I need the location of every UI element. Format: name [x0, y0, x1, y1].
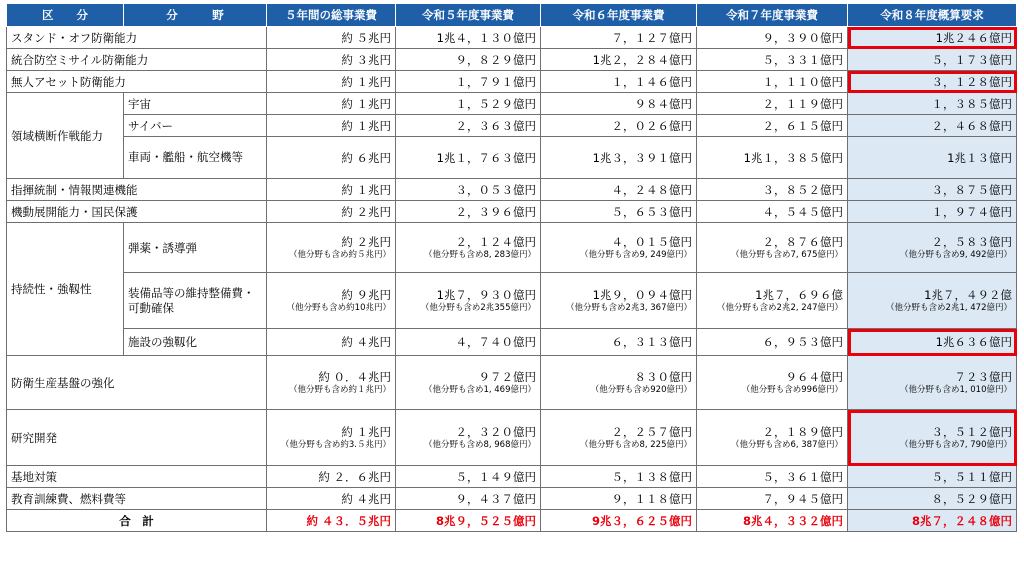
cell-sub: （他分野も含め約3.５兆円） [280, 439, 391, 450]
cell-r8-highlighted: 1兆２４６億円 [848, 27, 1017, 49]
cell-r8: ２，４６８億円 [848, 115, 1017, 137]
row-label: 防衛生産基盤の強化 [7, 356, 267, 410]
cell-r7: 1兆１，３８５億円 [697, 137, 848, 179]
group-label: 持続性・強靱性 [7, 223, 124, 356]
cell-r6: 1兆３，３９１億円 [541, 137, 697, 179]
cell-r5: 1兆１，７６３億円 [396, 137, 541, 179]
cell-r6 [541, 356, 697, 410]
cell-sub: （他分野も含め約１兆円） [288, 384, 391, 395]
cell-total5: 約 ３兆円 [267, 49, 396, 71]
cell-r6: ９８４億円 [541, 93, 697, 115]
row-label: 教育訓練費、燃料費等 [7, 488, 267, 510]
cell-sub: （他分野も含め996億円） [741, 384, 843, 395]
cell-r5 [396, 410, 541, 466]
sub-label: 宇宙 [124, 93, 267, 115]
row-label: 指揮統制・情報関連機能 [7, 179, 267, 201]
cell-r7 [697, 273, 848, 329]
cell-main: ８３０億円 [634, 369, 692, 384]
cell-main: ９６４億円 [785, 369, 843, 384]
cell-main: ９７２億円 [478, 369, 536, 384]
cell-sub: （他分野も含め2兆1, 472億円） [886, 302, 1012, 313]
header-kubun: 区 分 [7, 4, 124, 27]
table-row [7, 410, 1017, 466]
total-label: 合 計 [7, 510, 267, 532]
cell-total5: 約 ６兆円 [267, 137, 396, 179]
cell-total5 [267, 410, 396, 466]
cell-sub: （他分野も含め9, 492億円） [899, 249, 1012, 260]
table-row [7, 201, 1017, 223]
table-row [7, 223, 1017, 273]
cell-r6: 1兆２，２８４億円 [541, 49, 697, 71]
cell-r6: １，１４６億円 [541, 71, 697, 93]
sub-label: サイバー [124, 115, 267, 137]
cell-r6 [541, 273, 697, 329]
table-row [7, 115, 1017, 137]
header-bunya: 分 野 [124, 4, 267, 27]
cell-r7 [697, 223, 848, 273]
cell-r7: ５，３６１億円 [697, 466, 848, 488]
cell-sub: （他分野も含め2兆2, 247億円） [717, 302, 843, 313]
cell-r6 [541, 410, 697, 466]
row-label: スタンド・オフ防衛能力 [7, 27, 267, 49]
cell-main: 約 ０．４兆円 [318, 369, 391, 384]
cell-r8: 1兆１３億円 [848, 137, 1017, 179]
cell-main: ２，５８３億円 [931, 234, 1012, 249]
cell-r8-highlighted: 1兆６３６億円 [848, 329, 1017, 356]
cell-r7 [697, 410, 848, 466]
cell-sub: （他分野も含め7, 790億円） [899, 439, 1012, 450]
cell-r7: １，１１０億円 [697, 71, 848, 93]
cell-main: ４，０１５億円 [611, 234, 692, 249]
table-row [7, 71, 1017, 93]
cell-r5: ４，７４０億円 [396, 329, 541, 356]
cell-r8: １，３８５億円 [848, 93, 1017, 115]
cell-sub: （他分野も含め920億円） [590, 384, 692, 395]
budget-table [6, 3, 1017, 532]
cell-main: 1兆７，９３０億円 [436, 287, 536, 302]
cell-r6: ５，６５３億円 [541, 201, 697, 223]
cell-sub: （他分野も含め2兆355億円） [420, 302, 536, 313]
cell-main: 1兆７，６９６億 [755, 287, 843, 302]
cell-main: ２，３２０億円 [455, 424, 536, 439]
cell-main: ３，５１２億円 [931, 424, 1012, 439]
table-row [7, 49, 1017, 71]
cell-r6: ７，１２７億円 [541, 27, 697, 49]
header-r6: 令和６年度事業費 [541, 4, 697, 27]
cell-r6: ６，３１３億円 [541, 329, 697, 356]
cell-r8 [848, 356, 1017, 410]
cell-r6: ２，０２６億円 [541, 115, 697, 137]
cell-main: ２，８７６億円 [762, 234, 843, 249]
cell-main: 約 ２兆円 [341, 234, 391, 249]
cell-r6 [541, 223, 697, 273]
cell-r8 [848, 273, 1017, 329]
total-r5: 8兆９，５２５億円 [396, 510, 541, 532]
header-row [7, 4, 1017, 27]
cell-sub: （他分野も含め1, 010億円） [899, 384, 1012, 395]
cell-sub: （他分野も含め7, 675億円） [730, 249, 843, 260]
cell-r8: ３，８７５億円 [848, 179, 1017, 201]
cell-r5: １，５２９億円 [396, 93, 541, 115]
sub-label: 施設の強靱化 [124, 329, 267, 356]
cell-total5: 約 １兆円 [267, 93, 396, 115]
cell-total5: 約 ２．６兆円 [267, 466, 396, 488]
sub-label: 車両・艦船・航空機等 [124, 137, 267, 179]
header-total5: ５年間の総事業費 [267, 4, 396, 27]
cell-total5: 約 １兆円 [267, 115, 396, 137]
cell-sub: （他分野も含め8, 283億円） [423, 249, 536, 260]
cell-r5: ５，１４９億円 [396, 466, 541, 488]
cell-r8: ５，１７３億円 [848, 49, 1017, 71]
cell-r5: ９，８２９億円 [396, 49, 541, 71]
cell-r7: ２，６１５億円 [697, 115, 848, 137]
cell-r8 [848, 223, 1017, 273]
cell-main: ２，１８９億円 [762, 424, 843, 439]
row-label: 研究開発 [7, 410, 267, 466]
cell-sub: （他分野も含め約５兆円） [288, 249, 391, 260]
cell-main: ７２３億円 [954, 369, 1012, 384]
cell-main: 約 ９兆円 [341, 287, 391, 302]
cell-sub: （他分野も含め6, 387億円） [730, 439, 843, 450]
row-label: 無人アセット防衛能力 [7, 71, 267, 93]
cell-sub: （他分野も含め1, 469億円） [423, 384, 536, 395]
budget-table-container [6, 3, 1016, 573]
cell-r6: ９，１１８億円 [541, 488, 697, 510]
cell-r5 [396, 356, 541, 410]
cell-total5 [267, 356, 396, 410]
cell-total5 [267, 273, 396, 329]
cell-r5: ２，３９６億円 [396, 201, 541, 223]
total-row [7, 510, 1017, 532]
header-r7: 令和７年度事業費 [697, 4, 848, 27]
cell-r7 [697, 356, 848, 410]
cell-r7: ７，９４５億円 [697, 488, 848, 510]
table-row [7, 273, 1017, 329]
cell-r5: ２，３６３億円 [396, 115, 541, 137]
cell-r5: ３，０５３億円 [396, 179, 541, 201]
cell-r5: 1兆４，１３０億円 [396, 27, 541, 49]
table-row [7, 488, 1017, 510]
row-label: 機動展開能力・国民保護 [7, 201, 267, 223]
cell-main: 1兆７，４９２億 [924, 287, 1012, 302]
cell-main: ２，１２４億円 [455, 234, 536, 249]
table-row [7, 466, 1017, 488]
cell-r8: ８，５２９億円 [848, 488, 1017, 510]
cell-main: 約 １兆円 [341, 424, 391, 439]
cell-r7: ３，８５２億円 [697, 179, 848, 201]
cell-r6: ４，２４８億円 [541, 179, 697, 201]
header-r8: 令和８年度概算要求 [848, 4, 1017, 27]
cell-r8: ５，５１１億円 [848, 466, 1017, 488]
cell-total5: 約 ２兆円 [267, 201, 396, 223]
cell-total5 [267, 223, 396, 273]
cell-sub: （他分野も含め2兆3, 367億円） [566, 302, 692, 313]
cell-total5: 約 １兆円 [267, 179, 396, 201]
cell-sub: （他分野も含め8, 225億円） [579, 439, 692, 450]
header-r5: 令和５年度事業費 [396, 4, 541, 27]
row-label: 基地対策 [7, 466, 267, 488]
cell-sub: （他分野も含め8, 968億円） [423, 439, 536, 450]
cell-r7: ２，１１９億円 [697, 93, 848, 115]
total-total5: 約 ４３．５兆円 [267, 510, 396, 532]
table-row [7, 329, 1017, 356]
cell-r5 [396, 273, 541, 329]
cell-main: 1兆９，０９４億円 [592, 287, 692, 302]
table-row [7, 356, 1017, 410]
group-label: 領域横断作戦能力 [7, 93, 124, 179]
total-r7: 8兆４，３３２億円 [697, 510, 848, 532]
cell-r5: ９，４３７億円 [396, 488, 541, 510]
cell-total5: 約 ４兆円 [267, 488, 396, 510]
cell-r8-highlighted: ３，１２８億円 [848, 71, 1017, 93]
cell-r5 [396, 223, 541, 273]
total-r8: 8兆７，２４８億円 [848, 510, 1017, 532]
cell-r7: ４，５４５億円 [697, 201, 848, 223]
row-label: 統合防空ミサイル防衛能力 [7, 49, 267, 71]
table-row [7, 27, 1017, 49]
sub-label: 弾薬・誘導弾 [124, 223, 267, 273]
sub-label: 装備品等の維持整備費・可動確保 [124, 273, 267, 329]
cell-r6: ５，１３８億円 [541, 466, 697, 488]
cell-total5: 約 ５兆円 [267, 27, 396, 49]
cell-total5: 約 ４兆円 [267, 329, 396, 356]
cell-main: ２，２５７億円 [611, 424, 692, 439]
cell-sub: （他分野も含め約10兆円） [286, 302, 391, 313]
table-row [7, 93, 1017, 115]
cell-r7: ９，３９０億円 [697, 27, 848, 49]
table-row [7, 137, 1017, 179]
cell-sub: （他分野も含め9, 249億円） [579, 249, 692, 260]
cell-r5: １，７９１億円 [396, 71, 541, 93]
cell-r8-highlighted [848, 410, 1017, 466]
cell-r7: ６，９５３億円 [697, 329, 848, 356]
cell-r8: １，９７４億円 [848, 201, 1017, 223]
cell-r7: ５，３３１億円 [697, 49, 848, 71]
cell-total5: 約 １兆円 [267, 71, 396, 93]
total-r6: 9兆３，６２５億円 [541, 510, 697, 532]
table-row [7, 179, 1017, 201]
